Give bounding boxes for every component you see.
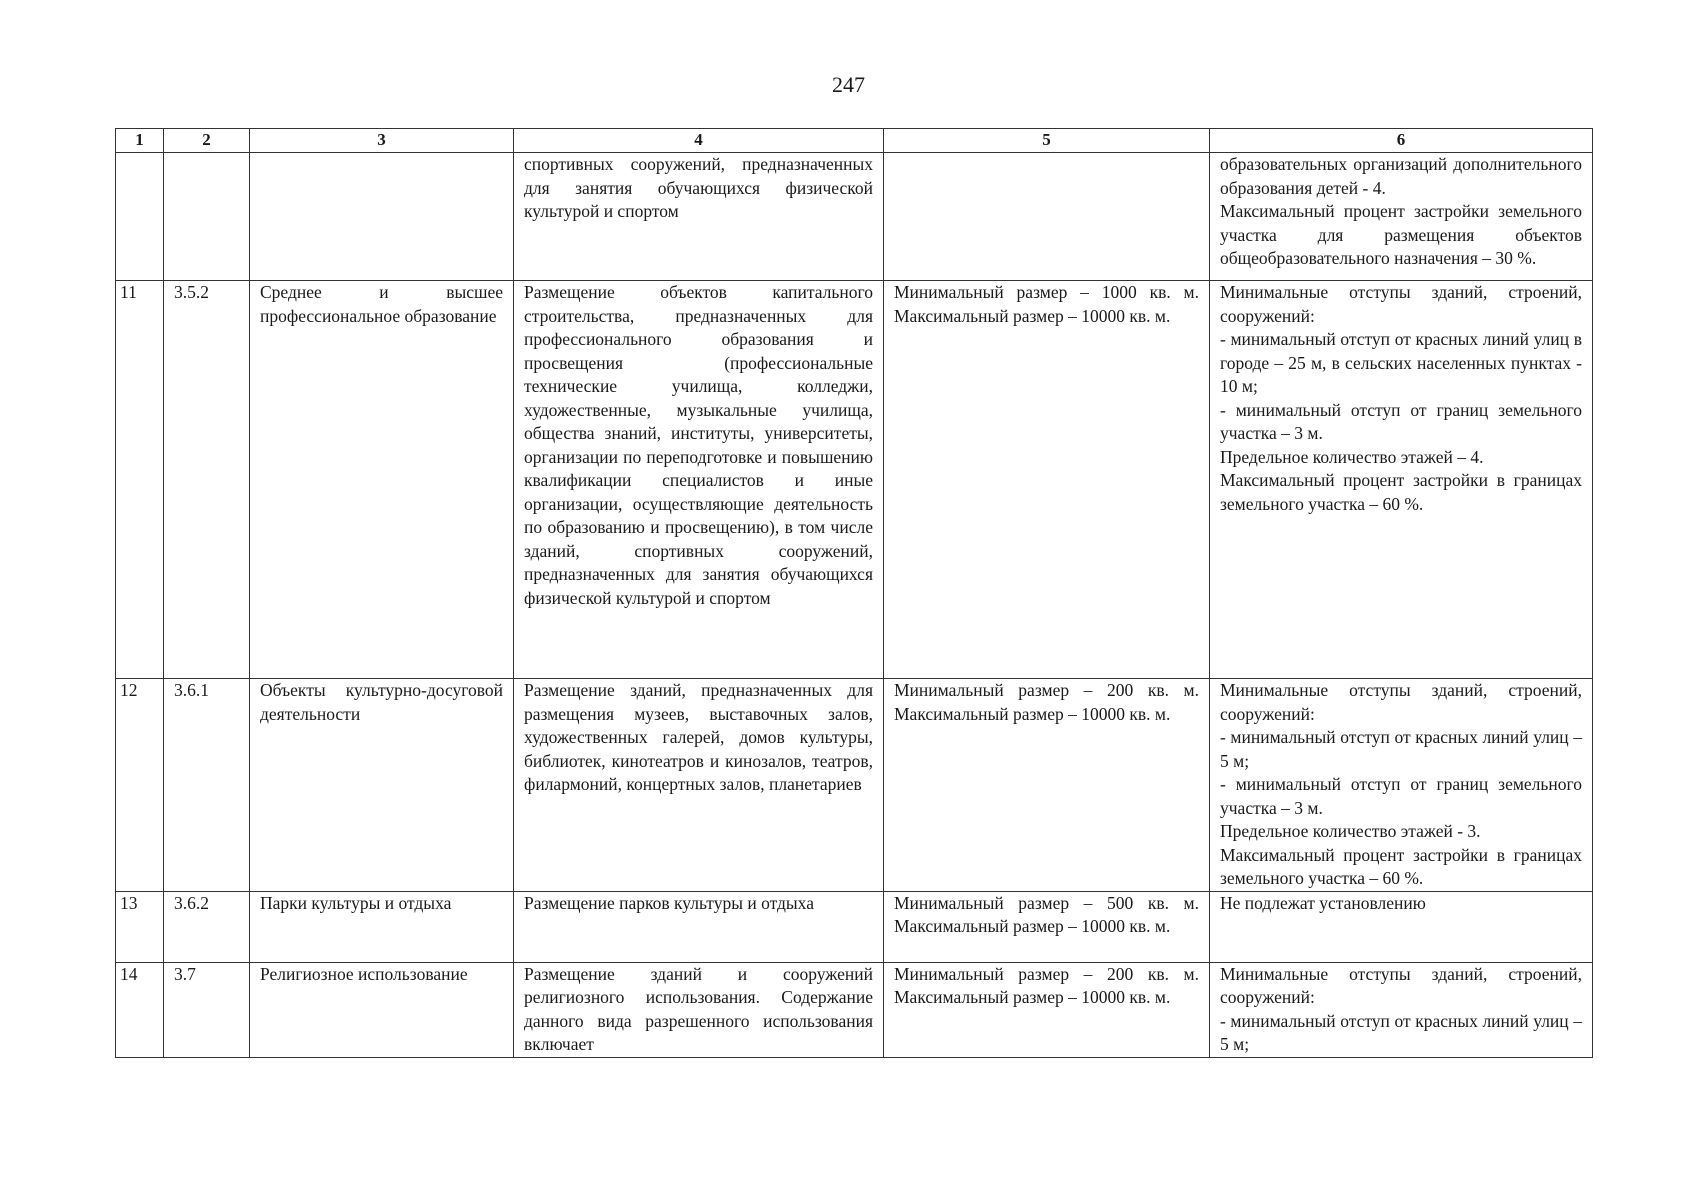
param-line: Не подлежат установлению (1220, 892, 1426, 913)
row-code (164, 153, 250, 281)
row-name: Среднее и высшее профессиональное образование (250, 281, 514, 679)
row-description: Размещение объектов капитального строительства, предназначенных для профессионального образования и просвещения (профессиональные технические училища, колледжи, художественные, музыкальные училища, общества знаний, институты, университеты, организации по переподготовке и повышению квалификации специалистов и иные организации, осуществляющие деятельность по образованию и просвещению), в том числе зданий, спортивных сооружений, предназначенных для занятия обучающихся физической культурой и спортом (514, 281, 884, 679)
column-header: 5 (884, 129, 1210, 153)
param-line: - минимальный отступ от красных линий улиц – 5 м; (1220, 1010, 1582, 1054)
row-description: Размещение зданий, предназначенных для размещения музеев, выставочных залов, художественных галерей, домов культуры, библиотек, кинотеатров и кинозалов, театров, филармоний, концертных залов, планетариев (514, 679, 884, 892)
param-line: Предельное количество этажей – 4. (1220, 446, 1484, 467)
param-line: - минимальный отступ от красных линий улиц – 5 м; (1220, 727, 1582, 771)
param-line: Минимальные отступы зданий, строений, сооружений: (1220, 963, 1582, 1007)
param-line: Минимальные отступы зданий, строений, сооружений: (1220, 282, 1582, 326)
column-header: 6 (1210, 129, 1593, 153)
row-description: Размещение парков культуры и отдыха (514, 891, 884, 962)
row-number: 13 (116, 891, 164, 962)
row-description: спортивных сооружений, предназначенных для занятия обучающихся физической культурой и спортом (514, 153, 884, 281)
row-description: Размещение зданий и сооружений религиозного использования. Содержание данного вида разрешенного использования включает (514, 962, 884, 1057)
row-size (884, 153, 1210, 281)
row-code: 3.5.2 (164, 281, 250, 679)
page-number: 247 (832, 72, 865, 97)
param-line: - минимальный отступ от красных линий улиц в городе – 25 м, в сельских населенных пунктах - 10 м; (1220, 329, 1582, 396)
row-params (1210, 962, 1593, 1057)
row-size: Минимальный размер – 500 кв. м. Максимальный размер – 10000 кв. м. (884, 891, 1210, 962)
param-line: Максимальный процент застройки в границах земельного участка – 60 %. (1220, 844, 1582, 888)
row-name (250, 153, 514, 281)
row-number (116, 153, 164, 281)
param-line: Максимальный процент застройки земельного участка для размещения объектов общеобразовательного назначения – 30 %. (1220, 201, 1582, 268)
row-number: 14 (116, 962, 164, 1057)
row-name: Религиозное использование (250, 962, 514, 1057)
row-params (1210, 281, 1593, 679)
table-row (116, 281, 1593, 679)
param-line: образовательных организаций дополнительного образования детей - 4. (1220, 154, 1582, 198)
table-row (116, 962, 1593, 1057)
zoning-table (115, 128, 1593, 1058)
row-code: 3.7 (164, 962, 250, 1057)
row-size: Минимальный размер – 200 кв. м. Максимальный размер – 10000 кв. м. (884, 679, 1210, 892)
row-params (1210, 679, 1593, 892)
row-number: 12 (116, 679, 164, 892)
row-size: Минимальный размер – 200 кв. м. Максимальный размер – 10000 кв. м. (884, 962, 1210, 1057)
column-header: 1 (116, 129, 164, 153)
row-size: Минимальный размер – 1000 кв. м. Максимальный размер – 10000 кв. м. (884, 281, 1210, 679)
table-row (116, 679, 1593, 892)
row-code: 3.6.2 (164, 891, 250, 962)
table-row (116, 153, 1593, 281)
row-name: Парки культуры и отдыха (250, 891, 514, 962)
table-row (116, 891, 1593, 962)
param-line: Предельное количество этажей - 3. (1220, 821, 1481, 841)
row-code: 3.6.1 (164, 679, 250, 892)
row-name: Объекты культурно-досуговой деятельности (250, 679, 514, 892)
column-header: 3 (250, 129, 514, 153)
row-params (1210, 153, 1593, 281)
row-number: 11 (116, 281, 164, 679)
param-line: - минимальный отступ от границ земельного участка – 3 м. (1220, 399, 1582, 443)
column-header: 2 (164, 129, 250, 153)
param-line: Минимальные отступы зданий, строений, сооружений: (1220, 680, 1582, 724)
row-params (1210, 891, 1593, 962)
param-line: Максимальный процент застройки в границах земельного участка – 60 %. (1220, 470, 1582, 514)
param-line: - минимальный отступ от границ земельного участка – 3 м. (1220, 774, 1582, 818)
column-header: 4 (514, 129, 884, 153)
table-header-row (116, 129, 1593, 153)
